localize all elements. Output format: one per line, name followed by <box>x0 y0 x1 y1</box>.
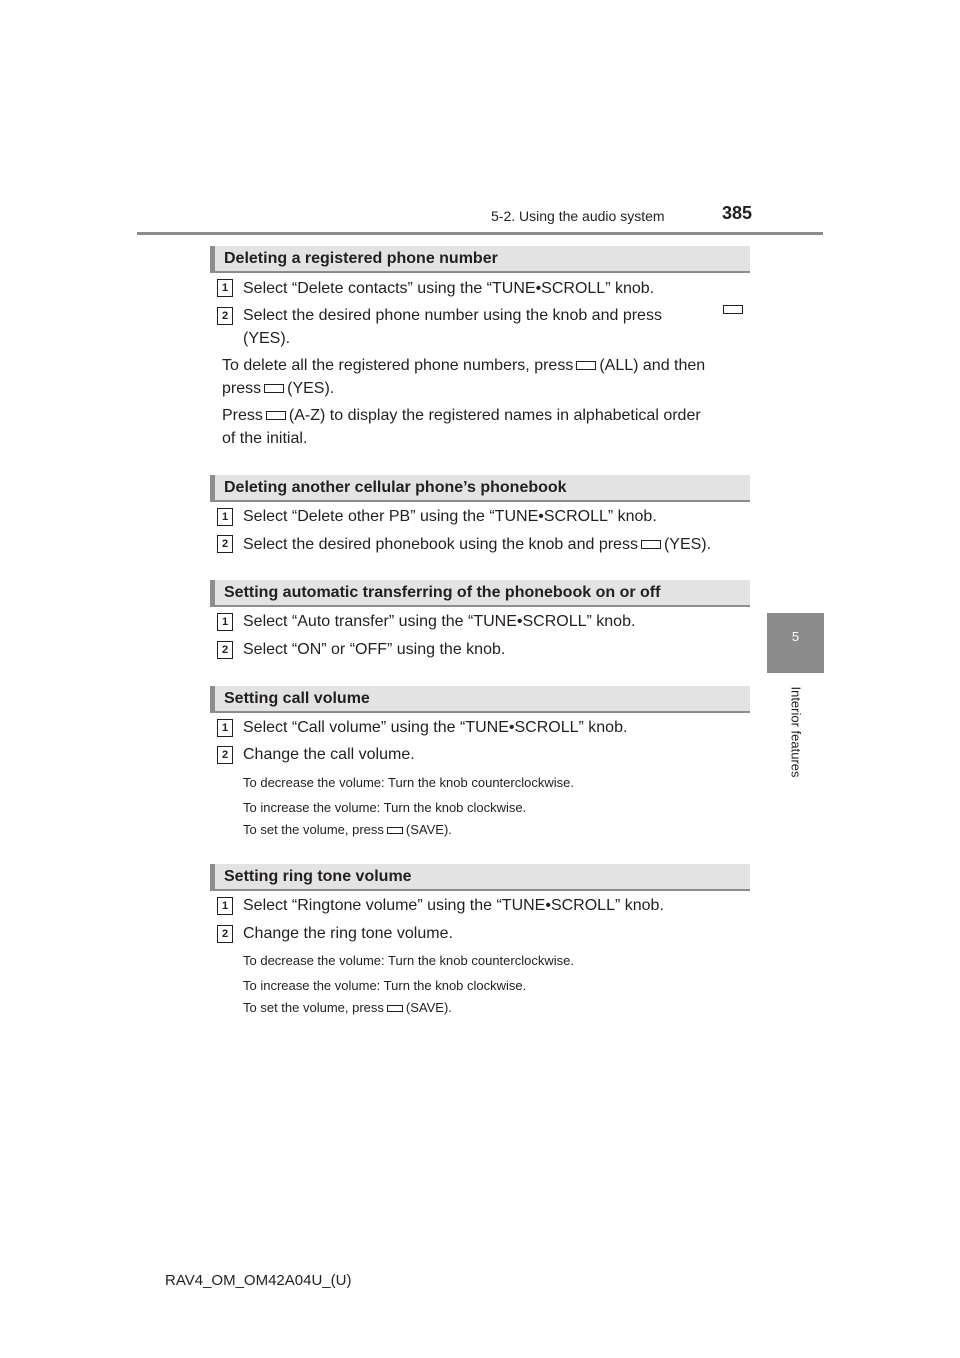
step-text-cont: (YES). <box>243 330 291 347</box>
button-icon <box>576 361 596 370</box>
page-number: 385 <box>722 203 753 223</box>
button-icon <box>387 1005 403 1012</box>
step-number: 2 <box>217 641 233 659</box>
step-number: 1 <box>217 897 233 915</box>
button-icon <box>264 384 284 393</box>
section-heading: Deleting another cellular phone’s phonebook <box>210 475 750 502</box>
step-number: 2 <box>217 535 233 553</box>
button-icon <box>723 305 743 314</box>
step-text: Select “Call volume” using the “TUNE•SCROLL” knob. <box>243 719 628 736</box>
section-title: 5-2. Using the audio system <box>491 208 665 224</box>
note-text: To set the volume, press (SAVE). <box>243 1000 452 1015</box>
step-text: Change the call volume. <box>243 746 415 763</box>
note-text: To increase the volume: Turn the knob clockwise. <box>243 800 527 815</box>
chapter-label: Interior features <box>788 686 804 778</box>
chapter-tab <box>767 613 824 673</box>
step-number: 1 <box>217 508 233 526</box>
button-icon <box>641 540 661 549</box>
section-heading: Setting call volume <box>210 686 750 713</box>
step-text: Select “ON” or “OFF” using the knob. <box>243 641 506 658</box>
note-text: press (YES). <box>222 380 335 397</box>
note-text: To decrease the volume: Turn the knob counterclockwise. <box>243 775 574 790</box>
note-text: To delete all the registered phone numbers, press (ALL) and then <box>222 357 706 374</box>
step-text: Select “Ringtone volume” using the “TUNE•SCROLL” knob. <box>243 897 664 914</box>
step-number: 2 <box>217 925 233 943</box>
step-text: Select “Delete other PB” using the “TUNE•SCROLL” knob. <box>243 508 657 525</box>
step-number: 2 <box>217 746 233 764</box>
chapter-number: 5 <box>791 629 800 644</box>
note-text: of the initial. <box>222 430 308 447</box>
step-number: 1 <box>217 719 233 737</box>
note-text: To set the volume, press (SAVE). <box>243 822 452 837</box>
section-heading: Setting ring tone volume <box>210 864 750 891</box>
step-number: 1 <box>217 279 233 297</box>
step-text: Select the desired phonebook using the knob and press (YES). <box>243 536 712 553</box>
button-icon <box>387 827 403 834</box>
step-text: Change the ring tone volume. <box>243 925 453 942</box>
step-text: Select the desired phone number using the knob and press <box>243 305 746 327</box>
note-text: To increase the volume: Turn the knob clockwise. <box>243 978 527 993</box>
button-icon <box>266 411 286 420</box>
step-number: 1 <box>217 613 233 631</box>
step-text: Select “Auto transfer” using the “TUNE•SCROLL” knob. <box>243 613 636 630</box>
section-heading: Deleting a registered phone number <box>210 246 750 273</box>
note-text: Press (A-Z) to display the registered names in alphabetical order <box>222 407 701 424</box>
step-number: 2 <box>217 307 233 325</box>
section-heading: Setting automatic transferring of the phonebook on or off <box>210 580 750 607</box>
header-divider <box>137 232 823 235</box>
step-text: Select “Delete contacts” using the “TUNE•SCROLL” knob. <box>243 280 655 297</box>
note-text: To decrease the volume: Turn the knob counterclockwise. <box>243 953 574 968</box>
document-code: RAV4_OM_OM42A04U_(U) <box>165 1272 352 1289</box>
